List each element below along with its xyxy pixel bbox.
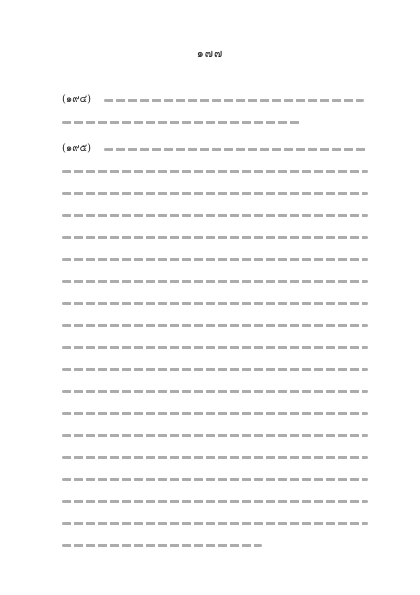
illegible-text-line (62, 170, 368, 173)
illegible-text-line (104, 99, 364, 102)
illegible-text-line (62, 214, 368, 217)
page-number: ๑๗๗ (196, 47, 224, 60)
illegible-text-line (62, 121, 302, 124)
illegible-text-line (62, 522, 368, 525)
illegible-text-line (62, 324, 368, 327)
illegible-text-line (62, 456, 368, 459)
illegible-text-line (104, 148, 368, 151)
illegible-text-line (62, 258, 368, 261)
illegible-text-line (62, 412, 368, 415)
illegible-text-line (62, 390, 368, 393)
illegible-text-line (62, 280, 368, 283)
illegible-text-line (62, 434, 368, 437)
illegible-text-line (62, 302, 368, 305)
illegible-text-line (62, 544, 262, 547)
paragraph-number: (๑๙๔) (62, 94, 92, 105)
illegible-text-line (62, 368, 368, 371)
illegible-text-line (62, 346, 368, 349)
paragraph-number: (๑๙๕) (62, 143, 92, 154)
illegible-text-line (62, 478, 368, 481)
illegible-text-line (62, 236, 368, 239)
illegible-text-line (62, 192, 368, 195)
illegible-text-line (62, 500, 368, 503)
